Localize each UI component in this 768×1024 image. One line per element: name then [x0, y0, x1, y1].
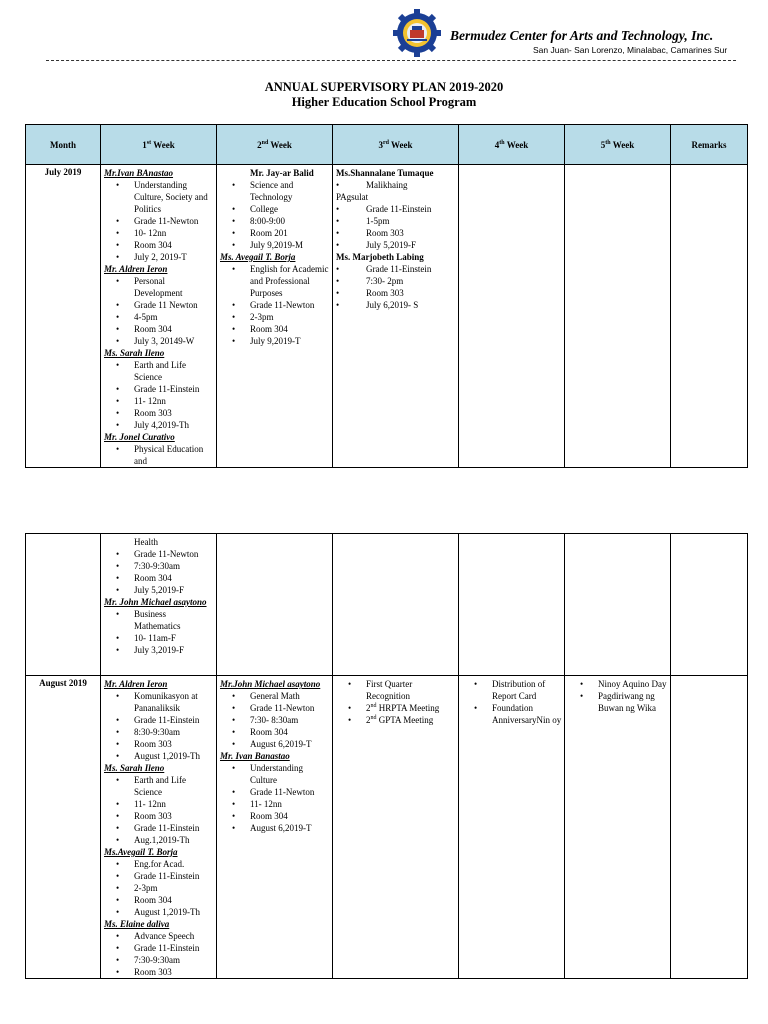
schedule-list: [104, 608, 214, 656]
list-item: • Room 303: [366, 227, 456, 239]
schedule-list: [220, 690, 330, 750]
list-item: • Pagdiriwang ng Buwan ng Wika: [598, 690, 668, 714]
week-1-cell: [101, 165, 217, 468]
header-week-3: 3rd Week: [333, 125, 459, 165]
list-item: • 8:30-9:30am: [134, 726, 214, 738]
list-item: • Personal Development: [134, 275, 214, 299]
remarks-cell: [671, 534, 748, 676]
schedule-list: [104, 690, 214, 762]
list-item: • Grade 11-Einstein: [366, 203, 456, 215]
month-cell: [26, 534, 101, 676]
list-item: • July 2, 2019-T: [134, 251, 214, 263]
week-5-cell: [565, 534, 671, 676]
header-week-5: 5th Week: [565, 125, 671, 165]
list-item: • Aug.1,2019-Th: [134, 834, 214, 846]
list-item: • Malikhaing: [366, 179, 456, 191]
schedule-list: [104, 774, 214, 846]
week-5-cell: [565, 676, 671, 979]
teacher-name: Ms. Elaine daliva: [104, 919, 170, 929]
header-month: Month: [26, 125, 101, 165]
list-item: • 4-5pm: [134, 311, 214, 323]
list-item: • Room 303: [134, 407, 214, 419]
week-3-cell: [333, 165, 459, 468]
list-item: • 11- 12nn: [134, 798, 214, 810]
teacher-name: Ms. Sarah Ileno: [104, 348, 165, 358]
list-item: • Room 304: [250, 323, 330, 335]
list-item: • Grade 11-Einstein: [134, 942, 214, 954]
remarks-cell: [671, 165, 748, 468]
schedule-list: [220, 762, 330, 834]
list-item: • July 5,2019-F: [366, 239, 456, 251]
header-remarks: Remarks: [671, 125, 748, 165]
teacher-name: Mr. Ivan Banastao: [220, 751, 290, 761]
schedule-list: [104, 548, 214, 596]
list-item: • College: [250, 203, 330, 215]
list-item: • 7:30- 2pm: [366, 275, 456, 287]
schedule-list: [104, 443, 214, 467]
week-5-cell: [565, 165, 671, 468]
teacher-name: Ms. Sarah Ileno: [104, 763, 165, 773]
list-item: • Room 304: [134, 572, 214, 584]
week-1-cell: [101, 676, 217, 979]
list-item: • August 1,2019-Th: [134, 906, 214, 918]
list-item: • July 9,2019-M: [250, 239, 330, 251]
remarks-cell: [671, 676, 748, 979]
supervisory-plan-table: [25, 124, 748, 468]
list-item: • Ninoy Aquino Day: [598, 678, 668, 690]
document-subtitle: Higher Education School Program: [291, 95, 477, 109]
table-row-july: [26, 165, 748, 468]
list-item: • First Quarter Recognition: [366, 678, 456, 702]
list-item: • Grade 11-Newton: [134, 215, 214, 227]
schedule-list: [104, 275, 214, 347]
table-row-july-continued: [26, 534, 748, 676]
list-item: • Business Mathematics: [134, 608, 214, 632]
supervisory-plan-table-continued: [25, 533, 748, 979]
list-item: • 7:30-9:30am: [134, 954, 214, 966]
list-item: • Science and Technology: [250, 179, 330, 203]
teacher-name: Ms. Marjobeth Labing: [336, 252, 424, 262]
activity-list: [568, 678, 668, 714]
month-cell: July 2019: [26, 165, 101, 468]
table-row-august: [26, 676, 748, 979]
schedule-list: [336, 263, 456, 311]
teacher-name: Ms. Avegail T. Borja: [220, 252, 296, 262]
teacher-name: Mr.John Michael asaytono: [220, 679, 321, 689]
list-item: • Room 304: [134, 239, 214, 251]
list-item: • Advance Speech: [134, 930, 214, 942]
list-item: • Grade 11-Newton: [250, 299, 330, 311]
week-2-cell: [217, 534, 333, 676]
list-item: • Grade 11 Newton: [134, 299, 214, 311]
list-item: • Understanding Culture: [250, 762, 330, 786]
list-item-continuation: Health: [134, 537, 158, 547]
school-address: San Juan- San Lorenzo, Minalabac, Camarines Sur: [533, 45, 728, 55]
list-item: • Room 304: [134, 323, 214, 335]
list-item: • August 6,2019-T: [250, 822, 330, 834]
list-item: • Room 303: [134, 810, 214, 822]
list-item: • Grade 11-Einstein: [366, 263, 456, 275]
list-item: • Grade 11-Einstein: [134, 870, 214, 882]
list-item: • Foundation AnniversaryNin oy: [492, 702, 562, 726]
list-item: • Room 303: [134, 738, 214, 750]
header-divider: [46, 60, 736, 61]
list-item: • July 3, 20149-W: [134, 335, 214, 347]
list-item: • Grade 11-Einstein: [134, 383, 214, 395]
list-item: • 7:30- 8:30am: [250, 714, 330, 726]
list-item: • Room 304: [250, 810, 330, 822]
list-item: • 7:30-9:30am: [134, 560, 214, 572]
list-item: • Komunikasyon at Pananaliksik: [134, 690, 214, 714]
schedule-list: [220, 179, 330, 251]
header-week-2: 2nd Week: [217, 125, 333, 165]
list-item: • Physical Education and: [134, 443, 214, 467]
list-item: • 2nd GPTA Meeting: [366, 714, 456, 726]
list-item: • 2-3pm: [250, 311, 330, 323]
list-item: • Understanding Culture, Society and Politics: [134, 179, 214, 215]
list-item: • 10- 12nn: [134, 227, 214, 239]
list-item: • 11- 12nn: [250, 798, 330, 810]
list-item: • Room 201: [250, 227, 330, 239]
activity-list: [336, 678, 456, 726]
teacher-name: Ms.Avegail T. Borja: [104, 847, 178, 857]
list-item: • 8:00-9:00: [250, 215, 330, 227]
list-item: • July 6,2019- S: [366, 299, 456, 311]
list-item: • Distribution of Report Card: [492, 678, 562, 702]
teacher-name: Mr. Jonel Curativo: [104, 432, 175, 442]
schedule-list: [104, 359, 214, 431]
week-3-cell: [333, 676, 459, 979]
header-week-1: 1st Week: [101, 125, 217, 165]
teacher-name: Mr. Aldren Ieron: [104, 264, 168, 274]
list-item: • 1-5pm: [366, 215, 456, 227]
list-item: • Grade 11-Einstein: [134, 714, 214, 726]
week-1-cell: [101, 534, 217, 676]
teacher-name: Mr. Aldren Ieron: [104, 679, 168, 689]
week-4-cell: [459, 165, 565, 468]
week-2-cell: [217, 676, 333, 979]
schedule-list: [336, 179, 456, 191]
list-item: • 2nd HRPTA Meeting: [366, 702, 456, 714]
week-3-cell: [333, 534, 459, 676]
table-header-row: [26, 125, 748, 165]
activity-list: [462, 678, 562, 726]
teacher-name: Mr. Jay-ar Balid: [250, 168, 314, 178]
list-item: • August 6,2019-T: [250, 738, 330, 750]
list-item: • Room 303: [134, 966, 214, 978]
header-week-4: 4th Week: [459, 125, 565, 165]
school-logo: [392, 8, 442, 58]
school-name: Bermudez Center for Arts and Technology, Inc.: [450, 28, 714, 43]
list-item: • Room 304: [134, 894, 214, 906]
list-item: • English for Academic and Professional Purposes: [250, 263, 330, 299]
list-item: • 10- 11am-F: [134, 632, 214, 644]
document-title: ANNUAL SUPERVISORY PLAN 2019-2020: [264, 80, 504, 94]
list-item: • General Math: [250, 690, 330, 702]
list-item: • Earth and Life Science: [134, 774, 214, 798]
list-item: • July 4,2019-Th: [134, 419, 214, 431]
list-item-continuation: PAgsulat: [336, 192, 369, 202]
week-2-cell: [217, 165, 333, 468]
schedule-list: [104, 930, 214, 978]
schedule-list: [336, 203, 456, 251]
month-cell: August 2019: [26, 676, 101, 979]
list-item: • Grade 11-Newton: [134, 548, 214, 560]
list-item: • July 5,2019-F: [134, 584, 214, 596]
schedule-list: [104, 179, 214, 263]
list-item: • Room 304: [250, 726, 330, 738]
list-item: • August 1,2019-Th: [134, 750, 214, 762]
list-item: • 2-3pm: [134, 882, 214, 894]
week-4-cell: [459, 676, 565, 979]
list-item: • Eng.for Acad.: [134, 858, 214, 870]
list-item: • Earth and Life Science: [134, 359, 214, 383]
teacher-name: Mr. John Michael asaytono: [104, 597, 207, 607]
week-4-cell: [459, 534, 565, 676]
teacher-name: Ms.Shannalane Tumaque: [336, 168, 434, 178]
list-item: • July 9,2019-T: [250, 335, 330, 347]
list-item: • July 3,2019-F: [134, 644, 214, 656]
teacher-name: Mr.Ivan BAnastao: [104, 168, 174, 178]
list-item: • Grade 11-Newton: [250, 702, 330, 714]
list-item: • Grade 11-Einstein: [134, 822, 214, 834]
schedule-list: [220, 263, 330, 347]
list-item: • 11- 12nn: [134, 395, 214, 407]
schedule-list: [104, 858, 214, 918]
list-item: • Grade 11-Newton: [250, 786, 330, 798]
list-item: • Room 303: [366, 287, 456, 299]
